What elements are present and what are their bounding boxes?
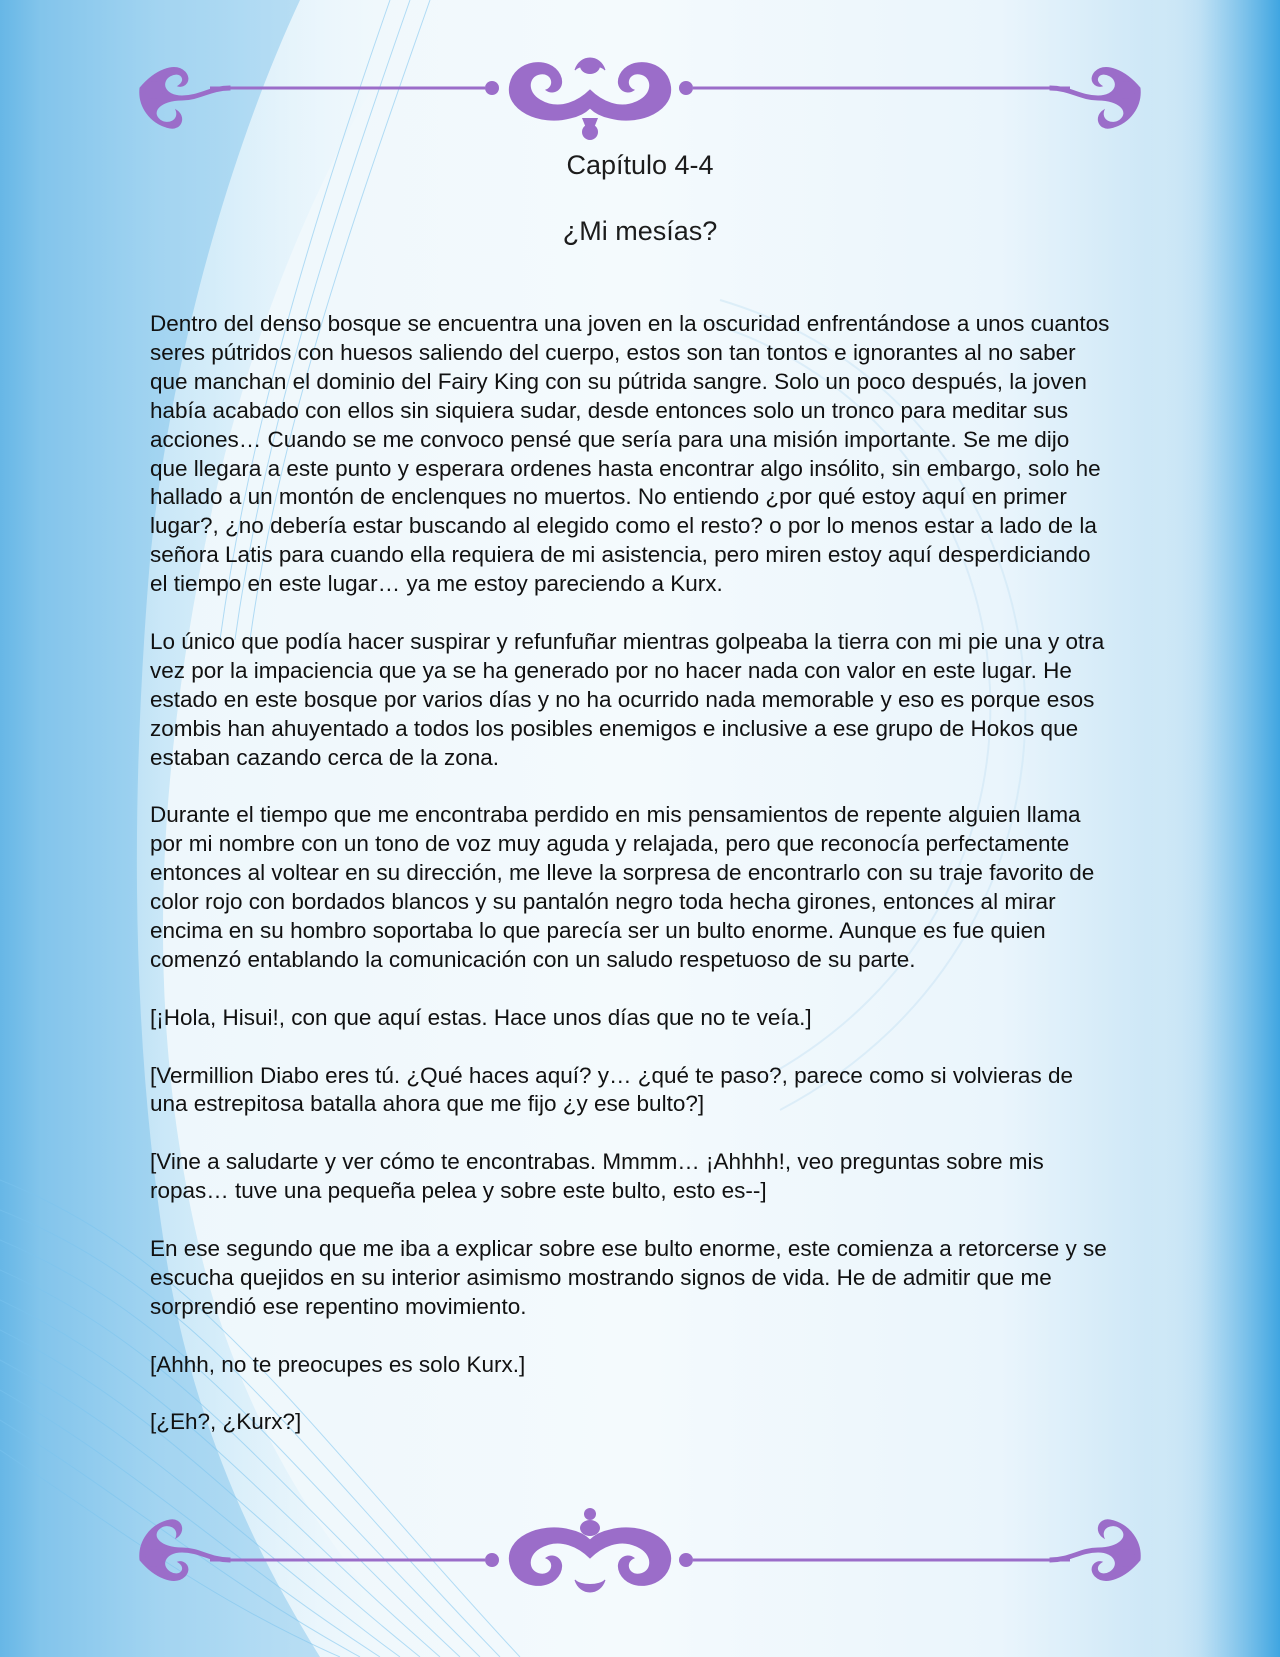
chapter-title: Capítulo 4-4 [566, 150, 714, 180]
dialogue-line: [Vine a saludarte y ver cómo te encontrabas. Mmmm… ¡Ahhhh!, veo preguntas sobre mis ropas… tuve una pequeña pelea y sobre este bulto, esto es--] [150, 1149, 1044, 1204]
paragraph: Dentro del denso bosque se encuentra una joven en la oscuridad enfrentándose a unos cuantos seres pútridos con huesos saliendo del cuerpo, estos son tan tontos e ignorantes al no saber que manchan el dominio del Fairy King con su pútrida sangre. Solo un poco después, la joven había acabado con ellos sin siquiera sudar, desde entonces solo un tronco para meditar sus acciones… Cuando se me convoco pensé que sería para una misión importante. Se me dijo que llegara a este punto y esperara ordenes hasta encontrar algo insólito, sin embargo, solo he hallado a un montón de enclenques no muertos. No entiendo ¿por qué estoy aquí en primer lugar?, ¿no debería estar buscando al elegido como el resto? o por lo menos estar a lado de la señora Latis para cuando ella requiera de mi asistencia, pero miren estoy aquí desperdiciando el tiempo en este lugar… ya me estoy pareciendo a Kurx. [150, 311, 1110, 597]
paragraph: Lo único que podía hacer suspirar y refunfuñar mientras golpeaba la tierra con mi pie una y otra vez por la impaciencia que ya se ha generado por no hacer nada con valor en este lugar. He estado en este bosque por varios días y no ha ocurrido nada memorable y eso es porque esos zombis han ahuyentado a todos los posibles enemigos e inclusive a ese grupo de Hokos que estaban cazando cerca de la zona. [150, 628, 1105, 770]
paragraph: En ese segundo que me iba a explicar sobre ese bulto enorme, este comienza a retorcerse y se escucha quejidos en su interior asimismo mostrando signos de vida. He de admitir que me sorprendió ese repentino movimiento. [150, 1235, 1107, 1319]
chapter-subtitle: ¿Mi mesías? [562, 216, 718, 246]
chapter-body [150, 310, 1110, 1466]
top-ornament-flourish-icon [130, 40, 1150, 140]
dialogue-line: [¿Eh?, ¿Kurx?] [150, 1409, 302, 1435]
paragraph: Durante el tiempo que me encontraba perdido en mis pensamientos de repente alguien llama por mi nombre con un tono de voz muy aguda y relajada, pero que reconocía perfectamente entonces al voltear en su dirección, me lleve la sorpresa de encontrarlo con su traje favorito de color rojo con bordados blancos y su pantalón negro toda hecha girones, entonces al mirar encima en su hombro soportaba lo que parecía ser un bulto enorme. Aunque es fue quien comenzó entablando la comunicación con un saludo respetuoso de su parte. [150, 802, 1095, 972]
bottom-ornament-flourish-icon [130, 1508, 1150, 1608]
dialogue-line: [Vermillion Diabo eres tú. ¿Qué haces aquí? y… ¿qué te paso?, parece como si volvieras de una estrepitosa batalla ahora que me fijo ¿y ese bulto?] [150, 1062, 1073, 1117]
dialogue-line: [Ahhh, no te preocupes es solo Kurx.] [150, 1351, 526, 1377]
dialogue-line: [¡Hola, Hisui!, con que aquí estas. Hace unos días que no te veía.] [150, 1004, 812, 1030]
